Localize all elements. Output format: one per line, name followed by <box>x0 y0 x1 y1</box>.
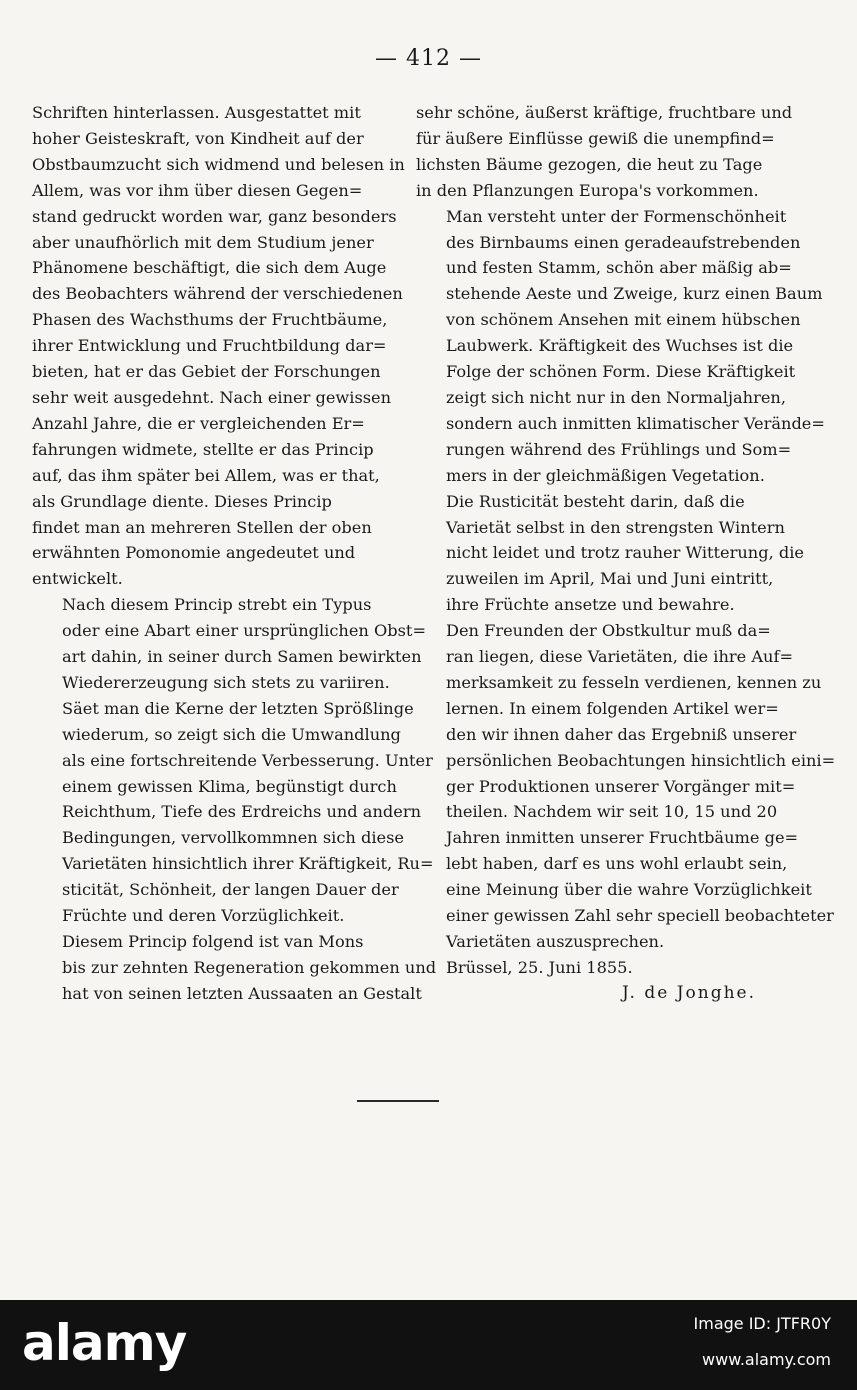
text-line: sticität, Schönheit, der langen Dauer der <box>62 880 399 900</box>
text-line: Jahren inmitten unserer Fruchtbäume ge= <box>446 828 799 848</box>
watermark-logo: alamy <box>22 1314 187 1372</box>
text-line: zeigt sich nicht nur in den Normaljahren, <box>446 387 786 407</box>
text-line: für äußere Einflüsse gewiß die unempfind= <box>416 128 775 148</box>
text-line: Reichthum, Tiefe des Erdreichs und andern <box>62 802 421 822</box>
text-line: rungen während des Frühlings und Som= <box>446 439 792 459</box>
section-divider <box>357 1100 439 1102</box>
date-line: Brüssel, 25. Juni 1855. <box>446 957 633 977</box>
text-line: auf, das ihm später bei Allem, was er that, <box>32 465 380 485</box>
text-line: oder eine Abart einer ursprünglichen Obst= <box>62 621 427 641</box>
text-line: art dahin, in seiner durch Samen bewirkten <box>62 647 422 667</box>
text-line: persönlichen Beobachtungen hinsichtlich eini= <box>446 750 836 770</box>
text-line: Säet man die Kerne der letzten Sprößlinge <box>62 698 414 718</box>
text-line: fahrungen widmete, stellte er das Princip <box>32 439 374 459</box>
watermark-url: www.alamy.com <box>702 1350 831 1369</box>
text-line: Schriften hinterlassen. Ausgestattet mit <box>32 103 361 122</box>
text-line: einer gewissen Zahl sehr speciell beobachteter <box>446 906 834 926</box>
right-column-body <box>416 100 836 955</box>
text-line: des Birnbaums einen geradeaufstrebenden <box>446 232 801 252</box>
text-line: nicht leidet und trotz rauher Witterung, die <box>446 543 804 563</box>
text-line: Laubwerk. Kräftigkeit des Wuchses ist die <box>446 336 794 356</box>
text-line: stand gedruckt worden war, ganz besonders <box>32 206 397 226</box>
text-line: mers in der gleichmäßigen Vegetation. <box>446 465 765 485</box>
text-line: Phänomene beschäftigt, die sich dem Auge <box>32 258 387 278</box>
author-signature: J. de Jonghe. <box>622 982 756 1003</box>
text-line: ran liegen, diese Varietäten, die ihre Auf= <box>446 647 794 667</box>
text-line: Wiedererzeugung sich stets zu variiren. <box>62 672 390 692</box>
text-line: ihre Früchte ansetze und bewahre. <box>446 595 735 615</box>
text-line: merksamkeit zu fesseln verdienen, kennen zu <box>446 672 822 692</box>
text-line: Allem, was vor ihm über diesen Gegen= <box>32 180 363 200</box>
text-line: findet man an mehreren Stellen der oben <box>32 517 372 537</box>
text-line: des Beobachters während der verschiedenen <box>32 284 403 304</box>
text-line: zuweilen im April, Mai und Juni eintritt, <box>446 569 774 589</box>
text-line: aber unaufhörlich mit dem Studium jener <box>32 232 374 252</box>
text-line: sehr weit ausgedehnt. Nach einer gewissen <box>32 387 392 407</box>
text-line: den wir ihnen daher das Ergebniß unserer <box>446 724 797 744</box>
text-line: ihrer Entwicklung und Fruchtbildung dar= <box>32 336 387 356</box>
text-line: als Grundlage diente. Dieses Princip <box>32 491 332 511</box>
text-line: Nach diesem Princip strebt ein Typus <box>62 595 372 615</box>
text-line: Bedingungen, vervollkommnen sich diese <box>62 828 404 848</box>
text-line: theilen. Nachdem wir seit 10, 15 und 20 <box>446 802 778 822</box>
text-line: Den Freunden der Obstkultur muß da= <box>446 621 771 641</box>
text-line: Früchte und deren Vorzüglichkeit. <box>62 906 345 926</box>
text-line: lernen. In einem folgenden Artikel wer= <box>446 698 779 718</box>
text-line: Varietäten auszusprechen. <box>446 932 665 951</box>
text-line: hat von seinen letzten Aussaaten an Gestalt <box>62 983 422 1003</box>
text-line: in den Pflanzungen Europa's vorkommen. <box>416 180 759 200</box>
paragraph <box>32 592 434 929</box>
text-line: Obstbaumzucht sich widmend und belesen in <box>32 154 405 174</box>
paragraph <box>416 204 825 489</box>
paragraph <box>416 100 793 204</box>
text-line: lebt haben, darf es uns wohl erlaubt sein, <box>446 854 788 874</box>
text-line: Phasen des Wachsthums der Fruchtbäume, <box>32 310 388 330</box>
page-number: — 412 — <box>375 46 482 71</box>
watermark-image-id: Image ID: JTFR0Y <box>693 1314 831 1333</box>
text-line: Folge der schönen Form. Diese Kräftigkeit <box>446 362 796 382</box>
text-line: entwickelt. <box>32 569 123 589</box>
paragraph <box>416 618 836 955</box>
text-line: ger Produktionen unserer Vorgänger mit= <box>446 776 796 796</box>
text-line: Diesem Princip folgend ist van Mons <box>62 932 364 951</box>
text-line: Varietäten hinsichtlich ihrer Kräftigkeit, Ru= <box>62 854 434 874</box>
paragraph <box>32 100 404 592</box>
text-line: einem gewissen Klima, begünstigt durch <box>62 776 397 796</box>
text-line: sehr schöne, äußerst kräftige, fruchtbare und <box>416 103 793 122</box>
paragraph <box>32 929 437 1007</box>
text-line: Man versteht unter der Formenschönheit <box>446 206 787 226</box>
text-line: bieten, hat er das Gebiet der Forschungen <box>32 362 381 382</box>
watermark-bar <box>0 1300 857 1390</box>
left-column <box>32 100 437 1007</box>
text-line: stehende Aeste und Zweige, kurz einen Baum <box>446 284 823 304</box>
right-column <box>416 100 836 1007</box>
text-line: und festen Stamm, schön aber mäßig ab= <box>446 258 792 278</box>
text-line: von schönem Ansehen mit einem hübschen <box>446 310 801 330</box>
text-line: hoher Geisteskraft, von Kindheit auf der <box>32 128 364 148</box>
text-line: sondern auch inmitten klimatischer Verände= <box>446 413 825 433</box>
text-line: Varietät selbst in den strengsten Wintern <box>446 517 785 537</box>
text-line: wiederum, so zeigt sich die Umwandlung <box>62 724 401 744</box>
text-line: als eine fortschreitende Verbesserung. Unter <box>62 750 433 770</box>
text-line: Anzahl Jahre, die er vergleichenden Er= <box>32 413 365 433</box>
text-line: lichsten Bäume gezogen, die heut zu Tage <box>416 154 763 174</box>
paragraph <box>416 489 804 619</box>
text-line: eine Meinung über die wahre Vorzüglichkeit <box>446 880 812 900</box>
text-line: erwähnten Pomonomie angedeutet und <box>32 543 356 563</box>
text-line: Die Rusticität besteht darin, daß die <box>446 491 745 511</box>
text-line: bis zur zehnten Regeneration gekommen und <box>62 957 437 977</box>
